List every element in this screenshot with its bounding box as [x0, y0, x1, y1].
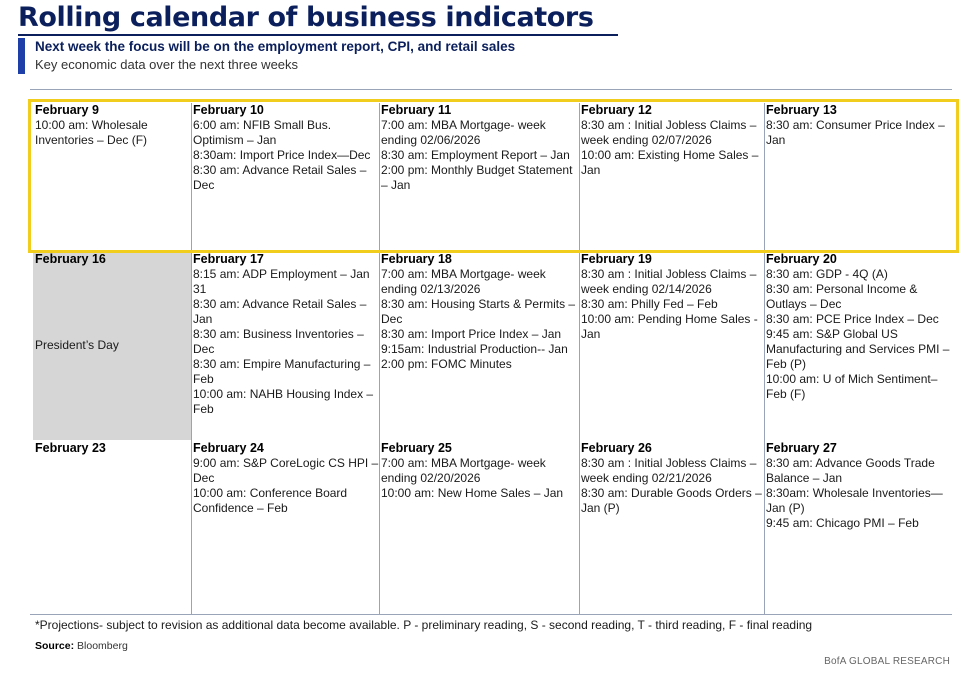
event-item: 10:00 am: NAHB Housing Index – Feb: [193, 387, 374, 416]
sub-subtitle: Key economic data over the next three weeks: [35, 57, 299, 72]
event-list: [379, 267, 579, 372]
event-item: 8:30 am: Business Inventories – Dec: [193, 327, 364, 356]
source-label: Source:: [35, 640, 75, 652]
event-item: 8:30 am: PCE Price Index – Dec: [766, 312, 939, 326]
event-list: [764, 267, 952, 402]
day-label: February 17: [193, 252, 264, 266]
day-label: February 20: [766, 252, 837, 266]
event-item: 9:00 am: S&P CoreLogic CS HPI – Dec: [193, 456, 379, 485]
day-cell: [579, 441, 764, 614]
source-line: [35, 640, 128, 652]
event-list: [579, 267, 764, 342]
day-label: February 27: [766, 441, 837, 455]
event-item: 10:00 am: U of Mich Sentiment– Feb (F): [766, 372, 938, 401]
event-item: 8:30 am: Philly Fed – Feb: [581, 297, 718, 311]
day-label: February 16: [35, 252, 106, 266]
event-item: 8:30 am: Import Price Index – Jan: [381, 327, 562, 341]
day-label: February 12: [581, 103, 652, 117]
event-item: 8:30 am: Empire Manufacturing – Feb: [193, 357, 371, 386]
event-item: 8:30 am : Initial Jobless Claims – week ending 02/14/2026: [581, 267, 757, 296]
event-item: 8:30 am: Employment Report – Jan: [381, 148, 570, 162]
source-value: Bloomberg: [77, 640, 128, 652]
event-list: [379, 456, 579, 501]
event-item: 10:00 am: Wholesale Inventories – Dec (F): [35, 118, 148, 147]
day-cell: [33, 441, 191, 614]
event-item: 8:30 am: Consumer Price Index – Jan: [766, 118, 945, 147]
day-label: February 18: [381, 252, 452, 266]
day-cell: [764, 441, 952, 614]
subtitle-accent-bar: [18, 38, 25, 74]
day-label: February 10: [193, 103, 264, 117]
event-item: 10:00 am: New Home Sales – Jan: [381, 486, 564, 500]
event-item: 8:30 am : Initial Jobless Claims – week ending 02/21/2026: [581, 456, 757, 485]
event-item: 8:30am: Import Price Index—Dec: [193, 148, 371, 162]
event-item: 9:15am: Industrial Production-- Jan: [381, 342, 568, 356]
brand-footer: BofA GLOBAL RESEARCH: [824, 656, 950, 667]
event-item: 10:00 am: Existing Home Sales – Jan: [581, 148, 759, 177]
event-list: [764, 456, 952, 531]
day-label: February 9: [35, 103, 99, 117]
event-item: 8:30 am: Housing Starts & Permits – Dec: [381, 297, 576, 326]
table-bottom-rule: [30, 614, 952, 615]
event-item: 8:30 am: Personal Income & Outlays – Dec: [766, 282, 918, 311]
event-item: 2:00 pm: Monthly Budget Statement – Jan: [381, 163, 573, 192]
footnote: *Projections- subject to revision as additional data become available. P - preliminary reading, S - second reading, T - third reading, F - final reading: [35, 618, 813, 632]
event-list: [191, 267, 379, 417]
event-item: 9:45 am: Chicago PMI – Feb: [766, 516, 919, 530]
event-item: 8:15 am: ADP Employment – Jan 31: [193, 267, 370, 296]
event-item: 8:30 am: Durable Goods Orders – Jan (P): [581, 486, 762, 515]
title-underline: [18, 34, 618, 36]
subtitle: Next week the focus will be on the employment report, CPI, and retail sales: [35, 39, 516, 54]
day-label: February 25: [381, 441, 452, 455]
holiday-label: President’s Day: [35, 338, 119, 352]
day-label: February 19: [581, 252, 652, 266]
day-cell: [191, 441, 379, 614]
event-item: 8:30 am: Advance Retail Sales – Jan: [193, 297, 367, 326]
day-cell: [764, 252, 952, 440]
day-label: February 13: [766, 103, 837, 117]
event-item: 8:30 am: GDP - 4Q (A): [766, 267, 888, 281]
event-item: 9:45 am: S&P Global US Manufacturing and Services PMI – Feb (P): [766, 327, 950, 371]
event-item: 8:30 am: Advance Goods Trade Balance – Jan: [766, 456, 935, 485]
day-cell: [379, 252, 579, 440]
day-cell: [579, 252, 764, 440]
event-item: 10:00 am: Pending Home Sales - Jan: [581, 312, 758, 341]
event-item: 7:00 am: MBA Mortgage- week ending 02/20/2026: [381, 456, 546, 485]
table-top-rule: [30, 89, 952, 90]
day-label: February 26: [581, 441, 652, 455]
event-item: 8:30 am: Advance Retail Sales – Dec: [193, 163, 367, 192]
page-title: Rolling calendar of business indicators: [18, 2, 594, 33]
day-cell: [379, 441, 579, 614]
event-list: [191, 456, 379, 516]
event-item: 7:00 am: MBA Mortgage- week ending 02/06/2026: [381, 118, 546, 147]
day-label: February 23: [35, 441, 106, 455]
event-item: 8:30am: Wholesale Inventories—Jan (P): [766, 486, 943, 515]
event-item: 7:00 am: MBA Mortgage- week ending 02/13/2026: [381, 267, 546, 296]
event-item: 10:00 am: Conference Board Confidence – Feb: [193, 486, 348, 515]
event-item: 8:30 am : Initial Jobless Claims – week ending 02/07/2026: [581, 118, 757, 147]
event-list: [579, 456, 764, 516]
event-item: 2:00 pm: FOMC Minutes: [381, 357, 512, 371]
day-label: February 11: [381, 103, 452, 117]
day-label: February 24: [193, 441, 264, 455]
day-cell: [33, 252, 191, 440]
event-item: 6:00 am: NFIB Small Bus. Optimism – Jan: [193, 118, 332, 147]
week-highlight-frame: [28, 99, 959, 253]
day-cell: [191, 252, 379, 440]
